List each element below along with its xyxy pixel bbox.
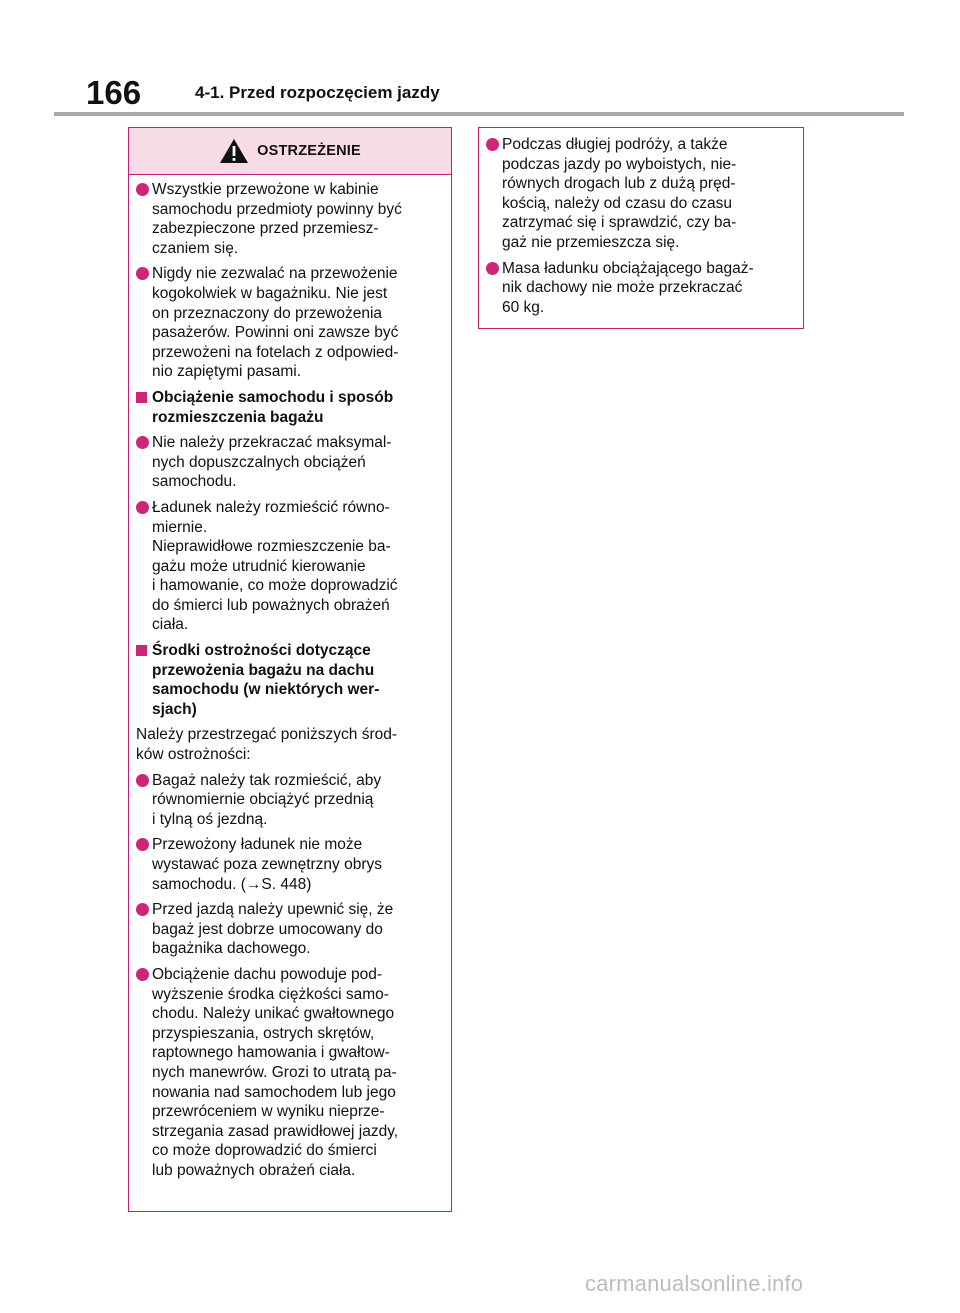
text-line: kością, należy od czasu do czasu <box>502 194 733 212</box>
text-line: nowania nad samochodem lub jego <box>152 1083 396 1101</box>
text-line: samochodu przedmioty powinny być <box>152 200 402 218</box>
text-line: miernie. <box>152 518 208 536</box>
text-line: ków ostrożności: <box>136 746 251 764</box>
text-line: Przewożony ładunek nie może <box>152 836 363 854</box>
bullet-circle-icon <box>486 138 499 151</box>
text-line: Przed jazdą należy upewnić się, że <box>152 901 394 919</box>
warning-content-right <box>479 128 803 317</box>
text-line: pasażerów. Powinni oni zawsze być <box>152 324 399 342</box>
text-line: Podczas długiej podróży, a także <box>502 136 728 153</box>
text-line: rozmieszczenia bagażu <box>152 408 324 426</box>
bullet-item <box>136 433 441 492</box>
text-line: wyższenie środka ciężkości samo- <box>152 985 389 1003</box>
heading-square-icon <box>136 645 147 656</box>
subheading <box>136 388 441 427</box>
bullet-circle-icon <box>136 183 149 196</box>
text-line: Ładunek należy rozmieścić równo- <box>152 498 390 516</box>
section-title: 4-1. Przed rozpoczęciem jazdy <box>195 83 440 102</box>
bullet-item <box>136 771 441 830</box>
text-line: nych dopuszczalnych obciążeń <box>152 453 366 471</box>
heading-square-icon <box>136 392 147 403</box>
text-line: i hamowanie, co może doprowadzić <box>152 577 398 595</box>
text-line: 60 kg. <box>502 298 545 316</box>
bullet-circle-icon <box>136 774 149 787</box>
bullet-item <box>486 135 793 253</box>
text-line: Należy przestrzegać poniższych środ- <box>136 726 398 744</box>
text-line: bagażnika dachowego. <box>152 940 311 958</box>
bullet-circle-icon <box>136 501 149 514</box>
text-line: przewróceniem w wyniku nieprze- <box>152 1103 385 1121</box>
bullet-circle-icon <box>136 903 149 916</box>
text-line: przyspieszania, ostrych skrętów, <box>152 1024 375 1042</box>
paragraph <box>136 725 441 764</box>
text-line: bagaż jest dobrze umocowany do <box>152 920 383 938</box>
text-line: samochodu. <box>152 473 237 491</box>
bullet-circle-icon <box>136 968 149 981</box>
warning-triangle-icon <box>219 138 249 164</box>
page-number: 166 <box>86 74 142 111</box>
warning-box-right <box>478 127 804 329</box>
bullet-item <box>136 835 441 894</box>
bullet-item <box>136 180 441 258</box>
text-line: wystawać poza zewnętrzny obrys <box>152 856 383 873</box>
text-line: zabezpieczone przed przemiesz- <box>152 220 379 238</box>
text-line: i tylną oś jezdną. <box>152 810 268 828</box>
text-line: Środki ostrożności dotyczące <box>152 642 371 660</box>
text-line: Wszystkie przewożone w kabinie <box>152 181 379 198</box>
bullet-item <box>136 900 441 959</box>
text-line: on przeznaczony do przewożenia <box>152 304 383 322</box>
text-line: lub poważnych obrażeń ciała. <box>152 1161 356 1179</box>
bullet-item <box>136 965 441 1181</box>
text-line: gaż nie przemieszcza się. <box>502 233 680 251</box>
bullet-circle-icon <box>486 262 499 275</box>
bullet-circle-icon <box>136 838 149 851</box>
text-line: sjach) <box>152 700 197 718</box>
text-line: równomiernie obciążyć przednią <box>152 791 374 809</box>
text-line: Nieprawidłowe rozmieszczenie ba- <box>152 538 391 556</box>
header-rule <box>54 112 904 116</box>
bullet-item <box>136 264 441 382</box>
subheading <box>136 641 441 719</box>
text-line: równych drogach lub z dużą pręd- <box>502 175 736 193</box>
text-line: gażu może utrudnić kierowanie <box>152 557 366 575</box>
text-line: nio zapiętymi pasami. <box>152 363 302 381</box>
text-line: strzegania zasad prawidłowej jazdy, <box>152 1122 399 1140</box>
bullet-item <box>136 498 441 635</box>
text-line: samochodu (w niektórych wer- <box>152 681 380 699</box>
text-line: Obciążenie dachu powoduje pod- <box>152 965 383 983</box>
text-line: co może doprowadzić do śmierci <box>152 1142 377 1160</box>
text-line: nych manewrów. Grozi to utratą pa- <box>152 1063 397 1081</box>
text-line: Bagaż należy tak rozmieścić, aby <box>152 771 382 789</box>
warning-box-left <box>128 127 452 1212</box>
text-line: ciała. <box>152 616 189 634</box>
text-line: chodu. Należy unikać gwałtownego <box>152 1005 395 1023</box>
text-line: Masa ładunku obciążającego bagaż- <box>502 259 754 277</box>
text-line: kogokolwiek w bagażniku. Nie jest <box>152 284 388 302</box>
text-line: Nigdy nie zezwalać na przewożenie <box>152 265 398 283</box>
watermark: carmanualsonline.info <box>585 1271 804 1296</box>
warning-title: OSTRZEŻENIE <box>257 143 361 159</box>
text-line: samochodu. (→S. 448) <box>152 875 312 893</box>
text-line: podczas jazdy po wyboistych, nie- <box>502 155 737 173</box>
text-line: czaniem się. <box>152 239 239 257</box>
bullet-item <box>486 259 793 318</box>
bullet-circle-icon <box>136 267 149 280</box>
text-line: zatrzymać się i sprawdzić, czy ba- <box>502 214 737 232</box>
text-line: Obciążenie samochodu i sposób <box>152 388 394 406</box>
bullet-circle-icon <box>136 436 149 449</box>
warning-content-left <box>129 175 451 1181</box>
text-line: przewożenia bagażu na dachu <box>152 661 375 679</box>
text-line: raptownego hamowania i gwałtow- <box>152 1044 390 1062</box>
text-line: do śmierci lub poważnych obrażeń <box>152 596 390 614</box>
text-line: Nie należy przekraczać maksymal- <box>152 434 392 452</box>
warning-header <box>129 128 451 175</box>
text-line: nik dachowy nie może przekraczać <box>502 279 743 297</box>
text-line: przewożeni na fotelach z odpowied- <box>152 343 399 361</box>
